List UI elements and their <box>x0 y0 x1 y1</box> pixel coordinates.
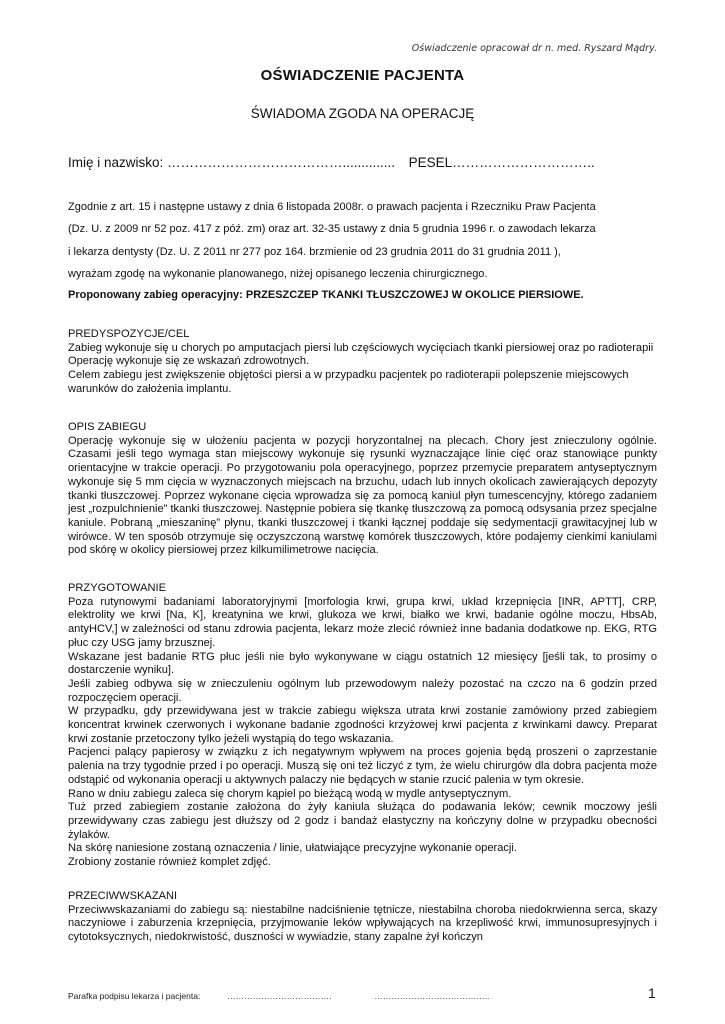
paragraph: Celem zabiegu jest zwiększenie objętości piersi a w przypadku pacjentek po radioterapii polepszenie miejscowych warunków do założenia implantu. <box>68 369 629 395</box>
paragraph: Operację wykonuje się ze wskazań zdrowotnych. <box>68 355 310 368</box>
pesel-field: ………………………….. <box>452 155 595 170</box>
signature-initials-line <box>68 991 489 1001</box>
paragraph: Pacjenci palący papierosy w związku z ich negatywnym wpływem na proces gojenia będą proszeni o zaprzestanie palenia na trzy tygodnie przed i po operacji. Muszą się oni też liczyć z tym, że wielu chirurgów dla dobra pacjenta może odstąpić od wykonania operacji u aktywnych palaczy nie będących w stanie rzucić palenia w tym okresie. <box>68 746 657 786</box>
name-label: Imię i nazwisko: <box>68 155 164 170</box>
section-preparation <box>68 582 657 870</box>
legal-line: Zgodnie z art. 15 i następne ustawy z dnia 6 listopada 2008r. o prawach pacjenta i Rzeczniku Praw Pacjenta <box>68 201 596 213</box>
doctor-initials-field: ………………………………. <box>227 991 332 1001</box>
legal-line: (Dz. U. z 2009 nr 52 poz. 417 z póź. zm) oraz art. 32-35 ustawy z dnia 5 grudnia 1996 r. o zawodach lekarza <box>68 223 596 236</box>
legal-line: i lekarza dentysty (Dz. U. Z 2011 nr 277 poz 164. brzmienie od 23 grudnia 2011 do 31 grudnia 2011 ), <box>68 245 561 258</box>
legal-line: wyrażam zgodę na wykonanie planowanego, niżej opisanego leczenia chirurgicznego. <box>68 267 488 280</box>
section-heading: PREDYSPOZYCJE/CEL <box>68 328 190 340</box>
section-predispositions <box>68 328 657 397</box>
author-note: Oświadczenie opracował dr n. med. Ryszard Mądry. <box>411 43 657 54</box>
paragraph: Zabieg wykonuje się u chorych po amputacjach piersi lub częściowych wycięciach tkanki piersiowej oraz po radioterapii <box>68 341 654 354</box>
section-heading: PRZECIWWSKAZANI <box>68 890 178 902</box>
page-number: 1 <box>648 985 656 1001</box>
signature-label: Parafka podpisu lekarza i pacjenta: <box>68 991 201 1001</box>
patient-identity-line <box>68 155 595 170</box>
paragraph: Zrobiony zostanie również komplet zdjęć. <box>68 856 271 869</box>
paragraph: Operację wykonuje się w ułożeniu pacjenta w pozycji horyzontalnej na plecach. Chory jest znieczulony ogólnie. Czasami jeśli tego wymaga stan miejscowy wykonuje się rysunki wyznaczające linie cięć oraz stanowiące punkty orientacyjne w trakcie operacji. Po przygotowaniu pola operacyjnego, poprzez przemycie preparatem antyseptycznym wykonuje się 5 mm cięcia w wyznaczonych miejscach na brzuchu, udach lub innych okolicach zawierających depozyty tkanki tłuszczowej. Poprzez wykonane cięcia wprowadza się za pomocą kaniul płyn tumescencyjny, którego zadaniem jest „rozpulchnienie” tkanki tłuszczowej. Następnie pobiera się tkankę tłuszczową za pomocą odsysania przez specjalne kaniule. Pobraną „mieszaninę” płynu, tkanki tłuszczowej i tkanki łącznej poddaje się sedymentacji grawitacyjnej lub w wirówce. W ten sposób otrzymuje się oczyszczoną warstwę komórek tłuszczowych, które podajemy cienkimi kaniulami pod skórę w okolicy piersiowej przez kilkumilimetrowe nacięcia. <box>68 434 657 557</box>
section-heading: OPIS ZABIEGU <box>68 421 147 433</box>
patient-initials-field: ………………………………….. <box>374 991 490 1001</box>
page-title: OŚWIADCZENIE PACJENTA <box>260 67 465 84</box>
paragraph: Przeciwwskazaniami do zabiegu są: niestabilne nadciśnienie tętnicze, niestabilna choroba niedokrwienna serca, skazy naczyniowe i zaburzenia krzepnięcia, przyjmowanie leków wpływających na krzepliwość krwi, immunosupresyjnych i cytotoksycznych, niedokrwistość, duszności w wywiadzie, stany zapalne żył kończyn <box>68 903 657 944</box>
paragraph: Rano w dniu zabiegu zaleca się chorym kąpiel po bieżącą wodą w mydle antyseptycznym. <box>68 787 512 800</box>
page-subtitle: ŚWIADOMA ZGODA NA OPERACJĘ <box>250 106 475 121</box>
paragraph: Na skórę naniesione zostaną oznaczenia / linie, ułatwiające precyzyjne wykonanie operacji. <box>68 842 517 855</box>
proposed-procedure: Proponowany zabieg operacyjny: PRZESZCZEP TKANKI TŁUSZCZOWEJ W OKOLICE PIERSIOWE. <box>68 289 584 301</box>
paragraph: Jeśli zabieg odbywa się w znieczuleniu ogólnym lub przewodowym należy pozostać na czczo na 6 godzin przed rozpoczęciem operacji. <box>68 677 657 704</box>
name-field: ………………………………….............. <box>167 155 396 170</box>
paragraph: W przypadku, gdy przewidywana jest w trakcie zabiegu większa utrata krwi zostanie zamówiony przed zabiegiem koncentrat krwinek czerwonych i wykonane badanie zgodności krzyżowej krwi pacjenta z krwinkami dawcy. Preparat krwi zostanie przetoczony tylko jeżeli wystąpią do tego wskazania. <box>68 705 657 745</box>
legal-basis <box>68 196 658 285</box>
section-contraindications <box>68 890 657 945</box>
paragraph: Tuż przed zabiegiem zostanie założona do żyły kaniula służąca do podawania leków; cewnik moczowy jeśli przewidywany czas zabiegu jest dłuższy od 2 godz i bandaż elastyczny na kończyny dolne w przypadku obecności żylaków. <box>68 801 657 841</box>
paragraph: Wskazane jest badanie RTG płuc jeśli nie było wykonywane w ciągu ostatnich 12 miesięcy [jeśli tak, to prosimy o dostarczenie wyniku]. <box>68 650 657 677</box>
section-heading: PRZYGOTOWANIE <box>68 582 167 594</box>
section-description <box>68 421 657 558</box>
paragraph: Poza rutynowymi badaniami laboratoryjnymi [morfologia krwi, grupa krwi, układ krzepnięcia [INR, APTT], CRP, elektrolity we krwi [Na, K], kreatynina we krwi, glukoza we krwi, białko we krwi, badanie ogólne moczu, HbsAb, antyHCV,] w zależności od stanu zdrowia pacjenta, lekarz może zlecić również inne badania dodatkowe np. EKG, RTG płuc czy USG jamy brzusznej. <box>68 595 657 649</box>
pesel-label: PESEL <box>408 155 453 170</box>
